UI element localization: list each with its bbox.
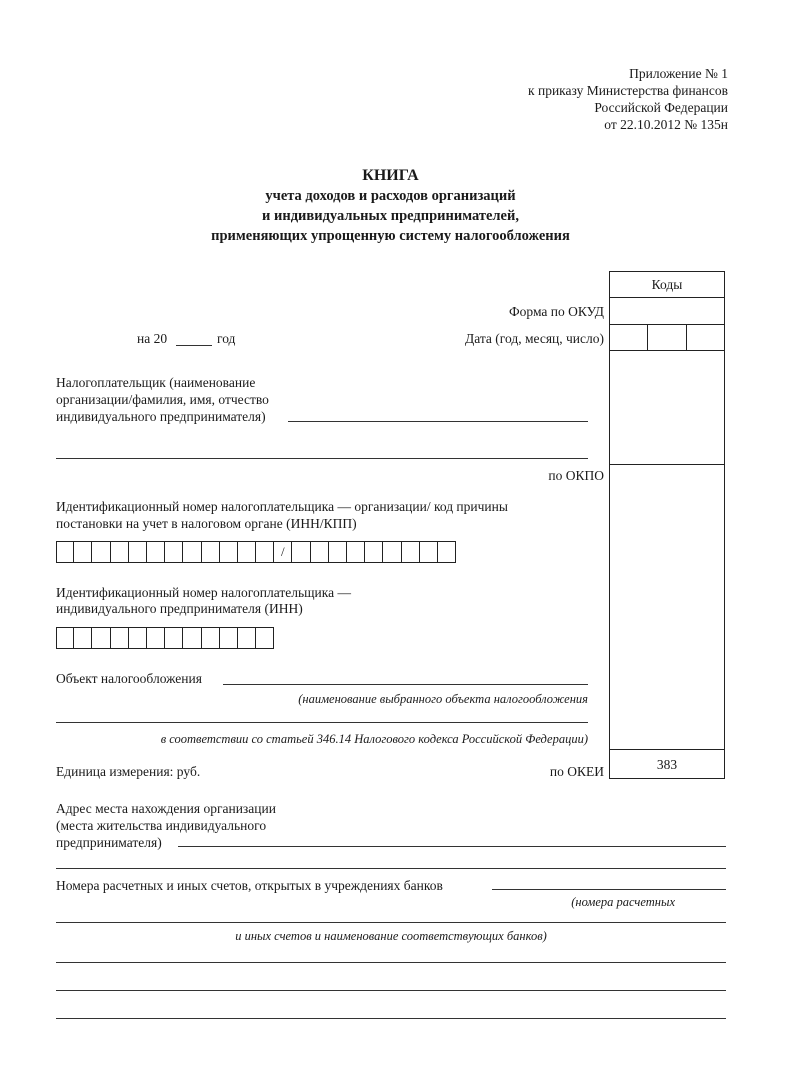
inn-cell[interactable] [256,541,274,563]
title-sub-2: и индивидуальных предпринимателей, [262,208,519,224]
year-prefix: на 20 [137,331,168,346]
appendix-line-2: к приказу Министерства финансов [528,83,728,98]
okei-code-box [609,749,725,779]
appendix-line-3: Российской Федерации [594,100,728,115]
taxpayer-code-field[interactable] [609,350,725,465]
inn-cell[interactable] [92,541,110,563]
inn-cell[interactable] [238,541,256,563]
inn-cell[interactable] [147,541,165,563]
accounts-input-line-5[interactable] [56,1018,726,1019]
taxpayer-input-line-2[interactable] [56,458,588,459]
kpp-cell[interactable] [420,541,438,563]
accounts-label: Номера расчетных и иных счетов, открытых в учреждениях банков [56,878,443,893]
accounts-hint-2: и иных счетов и наименование соответствующих банков) [235,929,547,943]
kpp-cell[interactable] [365,541,383,563]
inn-ip-cell[interactable] [147,627,165,649]
address-line-3: предпринимателя) [56,835,162,850]
inn-ip-cell[interactable] [129,627,147,649]
inn-ip-cell[interactable] [256,627,274,649]
title-sub-3: применяющих упрощенную систему налогообложения [211,228,570,244]
inn-ip-cell[interactable] [165,627,183,649]
taxpayer-line-1: Налогоплательщик (наименование [56,375,256,390]
inn-ip-cells[interactable] [56,627,274,649]
date-day-field[interactable] [686,324,725,351]
inn-ip-cell[interactable] [202,627,220,649]
accounts-hint-1: (номера расчетных [571,895,675,909]
inn-ip-cell[interactable] [56,627,74,649]
object-label: Объект налогообложения [56,671,202,686]
date-year-field[interactable] [609,324,648,351]
appendix-line-4: от 22.10.2012 № 135н [604,117,728,132]
okei-label: по ОКЕИ [549,764,604,779]
address-line-2: (места жительства индивидуального [56,818,267,833]
inn-ip-line-1: Идентификационный номер налогоплательщика — [56,585,351,600]
inn-cell[interactable] [129,541,147,563]
taxpayer-line-3: индивидуального предпринимателя) [56,409,266,424]
taxpayer-input-line-1[interactable] [288,421,588,422]
kpp-cell[interactable] [311,541,329,563]
accounts-input-line-4[interactable] [56,990,726,991]
kpp-cell[interactable] [383,541,401,563]
inn-kpp-separator: / [274,541,292,563]
inn-cell[interactable] [220,541,238,563]
unit-label: Единица измерения: руб. [56,764,201,779]
okud-code-field[interactable] [609,297,725,325]
kpp-cell[interactable] [347,541,365,563]
inn-ip-cell[interactable] [74,627,92,649]
date-label: Дата (год, месяц, число) [465,331,604,346]
accounts-input-line-2[interactable] [56,922,726,923]
inn-cell[interactable] [56,541,74,563]
year-suffix: год [217,331,236,346]
inn-cell[interactable] [183,541,201,563]
okpo-label: по ОКПО [548,468,604,483]
inn-ip-cell[interactable] [238,627,256,649]
kpp-cell[interactable] [402,541,420,563]
inn-ip-cell[interactable] [92,627,110,649]
accounts-input-line-3[interactable] [56,962,726,963]
okpo-code-field[interactable] [609,464,725,750]
inn-cell[interactable] [111,541,129,563]
accounts-input-line-1[interactable] [492,889,726,890]
okud-label: Форма по ОКУД [508,304,604,319]
inn-kpp-cells[interactable] [56,541,456,563]
date-month-field[interactable] [647,324,687,351]
year-input-line[interactable] [176,345,212,346]
inn-ip-cell[interactable] [183,627,201,649]
object-hint-1: (наименование выбранного объекта налогообложения [298,692,588,706]
inn-ip-cell[interactable] [111,627,129,649]
title-sub-1: учета доходов и расходов организаций [265,188,516,204]
appendix-line-1: Приложение № 1 [629,66,728,81]
codes-header-box [609,271,725,298]
object-input-line-1[interactable] [223,684,588,685]
okei-code-value: 383 [656,757,678,772]
object-input-line-2[interactable] [56,722,588,723]
address-input-line-2[interactable] [56,868,726,869]
address-input-line-1[interactable] [178,846,726,847]
title-main: КНИГА [362,167,419,184]
taxpayer-line-2: организации/фамилия, имя, отчество [56,392,269,407]
inn-kpp-line-2: постановки на учет в налоговом органе (ИНН/КПП) [56,516,357,531]
inn-ip-cell[interactable] [220,627,238,649]
kpp-cell[interactable] [292,541,310,563]
kpp-cell[interactable] [438,541,456,563]
kpp-cell[interactable] [329,541,347,563]
object-hint-2: в соответствии со статьей 346.14 Налогового кодекса Российской Федерации) [160,732,588,746]
inn-cell[interactable] [165,541,183,563]
inn-ip-line-2: индивидуального предпринимателя (ИНН) [56,601,303,616]
address-line-1: Адрес места нахождения организации [56,801,276,816]
inn-cell[interactable] [74,541,92,563]
inn-cell[interactable] [202,541,220,563]
inn-kpp-line-1: Идентификационный номер налогоплательщика — организации/ код причины [56,499,508,514]
codes-header: Коды [651,277,683,292]
